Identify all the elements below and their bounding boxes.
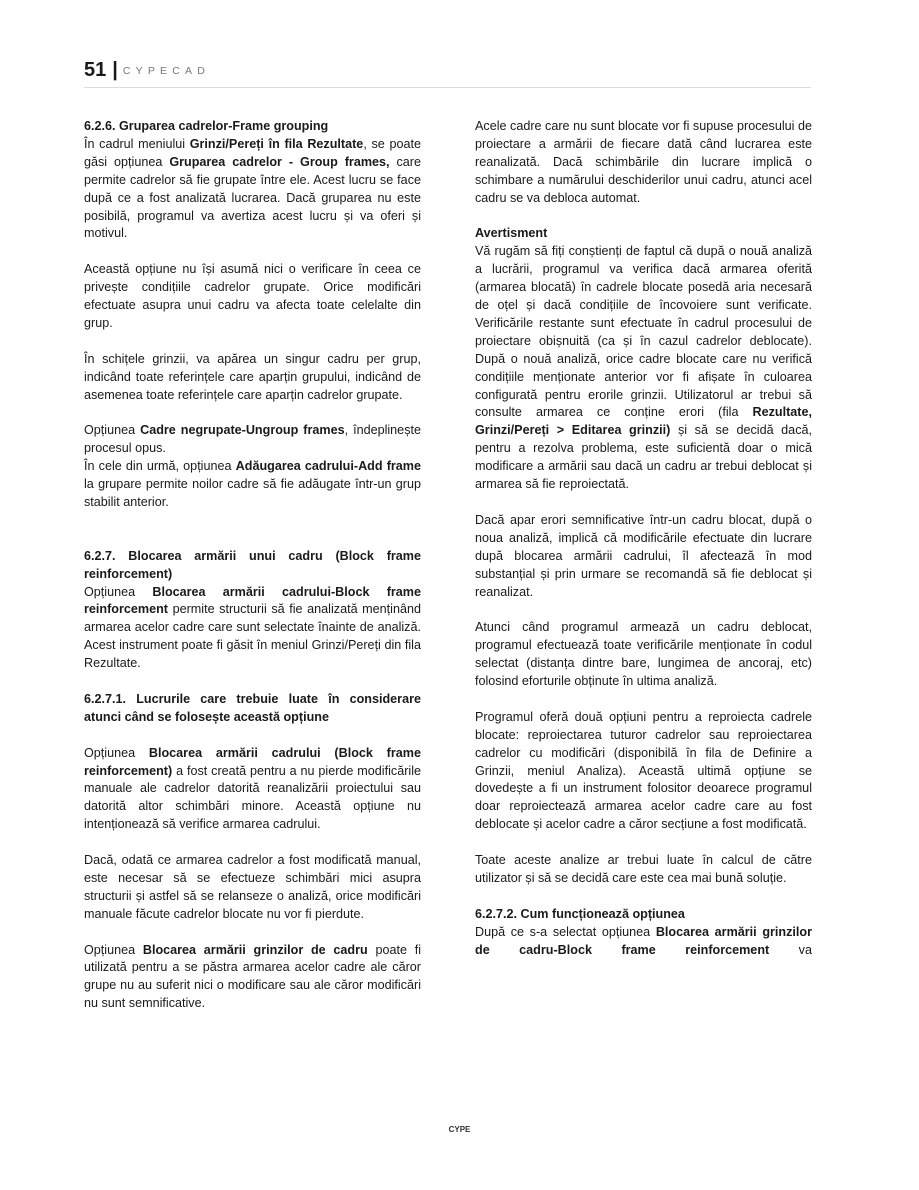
paragraph bbox=[84, 422, 421, 458]
paragraph bbox=[475, 924, 812, 960]
paragraph bbox=[475, 243, 812, 494]
text: Opțiunea bbox=[84, 423, 141, 438]
text: , îndeplinește procesul opus. bbox=[84, 423, 421, 456]
paragraph bbox=[475, 709, 812, 834]
text: va bbox=[769, 942, 812, 957]
header-divider bbox=[84, 87, 811, 88]
bold-text: 6.2.7. Blocarea armării unui cadru (Block frame reinforcement) bbox=[84, 548, 421, 581]
text: Această opțiune nu își asumă nici o verificare în ceea ce privește condițiile cadrelor grupate. Orice modificări efectuate asupra unui cadru va afecta toate celelalte din grup. bbox=[84, 262, 421, 330]
page-number: 51 bbox=[84, 59, 107, 81]
text: După ce s-a selectat opțiunea bbox=[475, 924, 656, 939]
bold-text: Gruparea cadrelor - Group frames, bbox=[169, 154, 390, 169]
text: permite structurii să fie analizată menținând armarea acelor cadre care sunt selectate înainte de analiză. Acest instrument poate fi găsit în meniul Grinzi/Pereți din fila Rezultate. bbox=[84, 602, 421, 671]
text: În schițele grinzii, va apărea un singur cadru per grup, indicând toate referințele care aparțin grupului, indicând de asemenea toate referințele care aparțin cadrelor grupate. bbox=[84, 351, 421, 402]
bold-text: Blocarea armării grinzilor de cadru-Block frame reinforcement bbox=[475, 924, 812, 957]
bold-text: Rezultate, Grinzi/Pereți > Editarea grinzii) bbox=[475, 405, 812, 438]
section-heading-6-2-7-2 bbox=[475, 906, 812, 924]
text: Dacă, odată ce armarea cadrelor a fost modificată manual, este necesar să se efectueze schimbări mici asupra structurii și astfel să se relanseze o analiză, orice modificări manuale făcute cadrelor blocate nu vor fi pierdute. bbox=[84, 853, 421, 921]
text: care permite cadrelor să fie grupate între ele. Acest lucru se face după ce a fost analizată lucrarea. Dacă gruparea nu este posibilă, programul va avertiza acest lucru și va oferi și motivul. bbox=[84, 154, 421, 241]
bold-text: Grinzi/Pereți în fila Rezultate bbox=[189, 136, 364, 151]
text: Opțiunea bbox=[84, 584, 153, 599]
text: Acele cadre care nu sunt blocate vor fi supuse procesului de proiectare a armării de fiecare dată când lucrarea este reanalizată. Dacă schimbările din lucrare implică o schimbare a numărului deschiderilor unui cadru, atunci acel cadru se va debloca automat. bbox=[475, 119, 812, 205]
text: În cele din urmă, opțiunea bbox=[84, 459, 236, 474]
right-column bbox=[475, 118, 812, 960]
left-column bbox=[84, 118, 421, 1013]
bold-text: 6.2.6. Gruparea cadrelor-Frame grouping bbox=[84, 119, 329, 133]
bold-text: Blocarea armării cadrului (Block frame reinforcement) bbox=[84, 745, 421, 778]
text: În cadrul meniului bbox=[84, 136, 190, 151]
bold-text: Avertisment bbox=[475, 226, 548, 241]
text: Atunci când programul armează un cadru deblocat, programul efectuează toate verificările menționate în codul selectat (distanța dintre bare, lungimea de ancoraj, etc) folosind eforturile obținute în ultima analiză. bbox=[475, 620, 812, 689]
paragraph bbox=[475, 118, 812, 208]
bold-text: Cadre negrupate-Ungroup frames bbox=[140, 423, 345, 438]
text: Dacă apar erori semnificative într-un cadru blocat, după o noua analiză, implică că modificările efectuate din lucrare după blocarea armării cadrului, îl afectează în mod substanțial și prin urmare se recomandă să fie deblocat și reanalizat. bbox=[475, 512, 812, 599]
paragraph bbox=[84, 261, 421, 333]
bold-text: 6.2.7.1. Lucrurile care trebuie luate în considerare atunci când se folosește această opțiune bbox=[84, 691, 421, 724]
text: , se poate găsi opțiunea bbox=[84, 136, 421, 169]
paragraph bbox=[84, 351, 421, 405]
section-heading-6-2-7-1 bbox=[84, 691, 421, 727]
section-heading-6-2-7 bbox=[84, 548, 421, 584]
page-footer: CYPE bbox=[448, 1125, 471, 1134]
text: Opțiunea bbox=[84, 942, 143, 957]
section-heading-6-2-6 bbox=[84, 118, 421, 136]
bold-text: Adăugarea cadrului-Add frame bbox=[235, 459, 421, 474]
text: Vă rugăm să fiți conștienți de faptul că după o nouă analiză a lucrării, programul va verifica dacă armarea oferită (armarea blocată) în cadrele blocate posedă aria necesară de oțel și dacă condițiile de încovoiere sunt verificate. Verificările restante sunt efectuate în cadrul procesului de proiectare obișnuită (ca și în cazul cadrelor deblocate). După o nouă analiză, orice cadre blocate care nu verifică condițiile menționate anterior vor fi afișate în culoarea configurată pentru erorile grinzii. Utilizatorul ar trebui să consulte armarea ce conține erori (fila bbox=[475, 244, 812, 420]
paragraph bbox=[84, 852, 421, 924]
header-separator: | bbox=[112, 59, 118, 81]
bold-text: Blocarea armării cadrului-Block frame reinforcement bbox=[84, 584, 421, 617]
paragraph bbox=[475, 619, 812, 691]
paragraph bbox=[84, 745, 421, 835]
text: Toate aceste analize ar trebui luate în calcul de către utilizator și să se decidă care este cea mai bună soluție. bbox=[475, 853, 812, 885]
paragraph bbox=[475, 852, 812, 888]
text: poate fi utilizată pentru a se păstra armarea acelor cadre ale căror grupe nu au suferit nici o modificare sau ale căror modificări nu sunt semnificative. bbox=[84, 942, 421, 1011]
bold-text: 6.2.7.2. Cum funcționează opțiunea bbox=[475, 906, 685, 921]
paragraph bbox=[84, 942, 421, 1014]
text: la grupare permite noilor cadre să fie adăugate într-un grup stabilit anterior. bbox=[84, 477, 421, 509]
paragraph bbox=[84, 136, 421, 243]
page-header bbox=[84, 59, 210, 83]
text: Programul oferă două opțiuni pentru a reproiecta cadrele blocate: reproiectarea tuturor cadrelor sau reproiectarea cadrelor cu modificări (disponibilă în fila de Definire a Grinzii, meniul Analiza). Această ultimă opțiune se dovedește a fi un instrument folositor deoarece programul doar reproiectează armarea acelor cadre care au fost deblocate și acelor cadre a căror secțiune a fost modificată. bbox=[475, 709, 812, 832]
warning-heading bbox=[475, 225, 812, 243]
header-brand: CYPECAD bbox=[122, 65, 211, 77]
text: și să se decidă dacă, pentru a rezolva problema, este suficientă doar o mică modificare a armării sau dacă un cadru ar trebui deblocat și armarea să fie reproiectată. bbox=[475, 423, 812, 492]
text: Opțiunea bbox=[84, 745, 149, 760]
paragraph bbox=[84, 458, 421, 512]
paragraph bbox=[475, 512, 812, 602]
bold-text: Blocarea armării grinzilor de cadru bbox=[142, 942, 368, 957]
text: a fost creată pentru a nu pierde modificările manuale ale cadrelor datorită reanalizării proiectului sau datorită altor schimbări minore. Această opțiune nu intenționează să verifice armarea cadrului. bbox=[84, 763, 421, 832]
paragraph bbox=[84, 584, 421, 674]
